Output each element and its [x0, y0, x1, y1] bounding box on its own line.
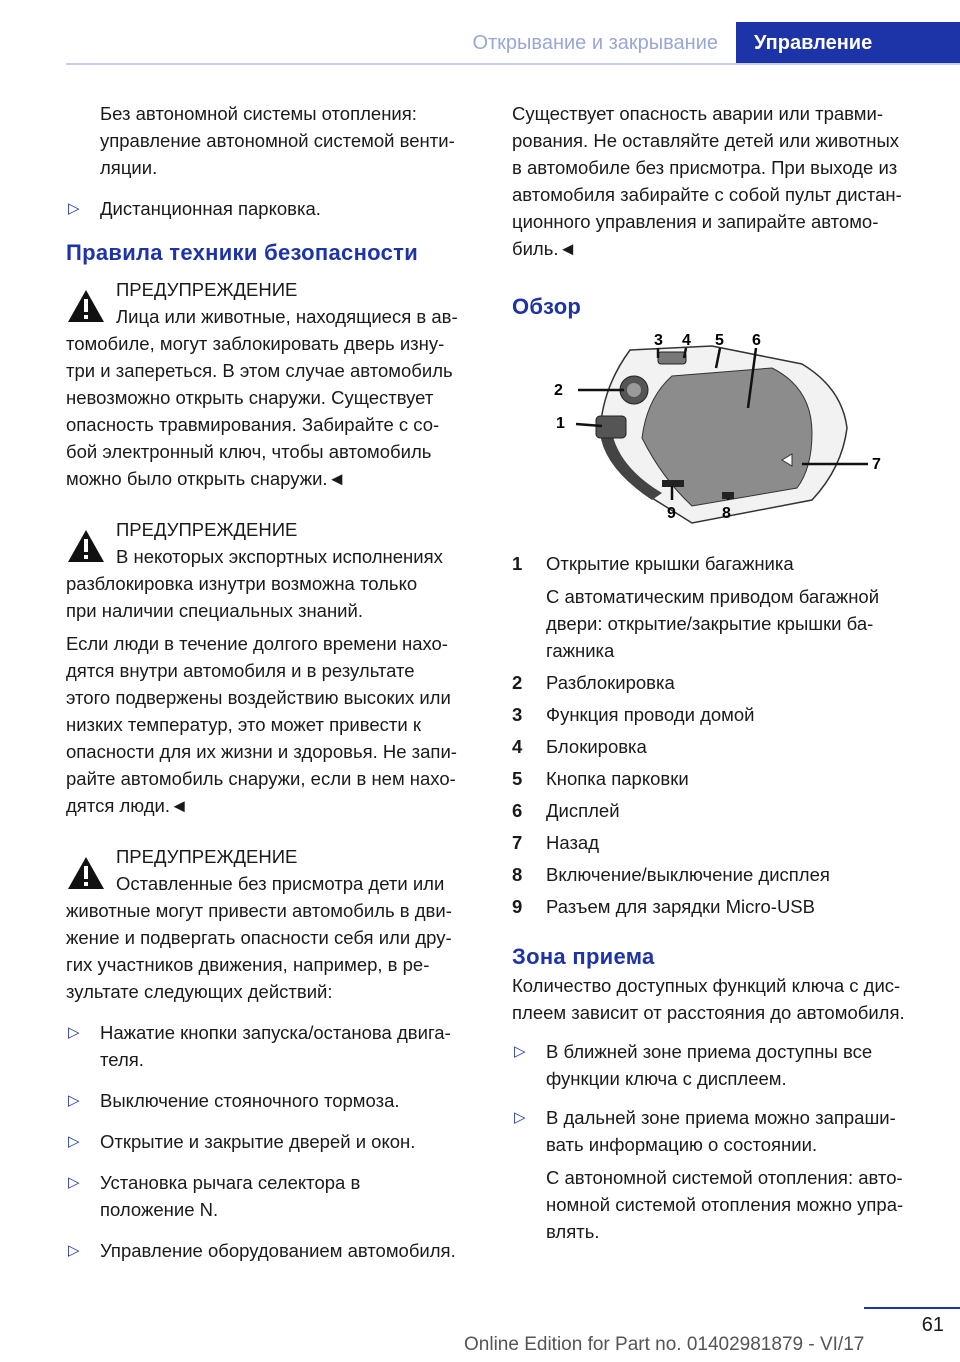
callout-2: 2	[554, 382, 563, 399]
bullet-doors-windows: ▷ Открытие и закрытие дверей и окон.	[66, 1128, 480, 1155]
bullet-near-zone: ▷ В ближней зоне приема доступны все функции ключа с дисплеем.	[512, 1038, 928, 1092]
bullet-start-stop: ▷ Нажатие кнопки запуска/останова двига- теля.	[66, 1019, 480, 1073]
header-divider	[66, 63, 960, 65]
bullet-selector-lever: ▷ Установка рычага селектора в положение N.	[66, 1169, 480, 1223]
warning-heading: ПРЕДУПРЕЖДЕНИЕ	[116, 519, 298, 540]
triangle-bullet-icon: ▷	[514, 1109, 526, 1126]
far-zone-note: С автономной системой отопления: авто- номной системой отопления можно упра- влять.	[546, 1167, 904, 1242]
display-key-illustration	[512, 328, 928, 540]
left-column	[66, 100, 480, 1264]
header-chapter-title: Управление	[736, 22, 960, 64]
legend-item-5: 5 Кнопка парковки	[512, 768, 689, 789]
callout-8: 8	[722, 505, 731, 522]
footer-divider	[864, 1307, 960, 1309]
triangle-bullet-icon: ▷	[514, 1043, 526, 1060]
right-column	[512, 100, 928, 1245]
callout-9: 9	[667, 505, 676, 522]
warning-block-3: ПРЕДУПРЕЖДЕНИЕ Оставленные без присмотра дети или животные могут привести автомобиль в дви- жение и подвергать опасности себя или дру- гих участников движения, например, в ре- зультате следующих действий:	[66, 843, 480, 1005]
overview-title: Обзор	[512, 294, 582, 319]
warning-block-1: ПРЕДУПРЕЖДЕНИЕ Лица или животные, находящиеся в ав- томобиле, могут заблокировать дверь изну- три и запереться. В этом случае автомобиль невозможно открыть снаружи. Существует опасность травмирования. Забирайте с со- бой электронный ключ, чтобы автомобиль можно было открыть снаружи.◄	[66, 276, 480, 492]
warning-3-continuation: Существует опасность аварии или травми- рования. Не оставляйте детей или животных в автомобиле без присмотра. При выходе из автомобиля забирайте с собой пульт дистан- ционного управления и запирайте автомо- биль.◄	[512, 103, 902, 259]
display-key-drawing	[512, 328, 928, 540]
legend-item-7: 7 Назад	[512, 832, 600, 853]
warning-heading: ПРЕДУПРЕЖДЕНИЕ	[116, 846, 298, 867]
callout-1: 1	[556, 415, 565, 432]
bullet-far-zone: ▷ В дальней зоне приема можно запраши- вать информацию о состоянии. С автономной системой отопления: авто- номной системой отопления можно упра- влять.	[512, 1104, 928, 1245]
safety-section-title: Правила техники безопасности	[66, 240, 419, 265]
legend-item-6: 6 Дисплей	[512, 800, 620, 821]
edition-note: Online Edition for Part no. 01402981879 - VI/17	[464, 1334, 865, 1355]
triangle-bullet-icon: ▷	[68, 1242, 80, 1259]
legend-item-4: 4 Блокировка	[512, 736, 647, 757]
warning-triangle-icon	[66, 528, 106, 564]
bullet-remote-parking: ▷ Дистанционная парковка.	[66, 195, 480, 222]
intro-paragraph: Без автономной системы отопления: управление автономной системой венти- ляции.	[100, 103, 455, 178]
callout-7: 7	[872, 456, 881, 473]
legend-item-3: 3 Функция проводи домой	[512, 704, 755, 725]
triangle-bullet-icon: ▷	[68, 1174, 80, 1191]
triangle-bullet-icon: ▷	[68, 1024, 80, 1041]
reception-zone-title: Зона приема	[512, 944, 655, 969]
triangle-bullet-icon: ▷	[68, 1133, 80, 1150]
warning-triangle-icon	[66, 855, 106, 891]
legend-item-1-note: С автоматическим приводом багажной двери: открытие/закрытие крышки ба- гажника	[546, 586, 880, 661]
legend-item-8: 8 Включение/выключение дисплея	[512, 864, 830, 885]
bullet-parking-brake: ▷ Выключение стояночного тормоза.	[66, 1087, 480, 1114]
callout-6: 6	[752, 332, 761, 349]
legend-item-1: 1 Открытие крышки багажника С автоматическим приводом багажной двери: открытие/закрытие крышки ба- гажника	[512, 550, 928, 664]
callout-5: 5	[715, 332, 724, 349]
triangle-bullet-icon: ▷	[68, 1092, 80, 1109]
warning-block-2: ПРЕДУПРЕЖДЕНИЕ В некоторых экспортных исполнениях разблокировка изнутри возможна только при наличии специальных знаний. Если люди в течение долгого времени нахо- дятся внутри автомобиля и в результате этого подвержены воздействию высоких или низких температур, это может привести к опасности для их жизни и здоровья. Не запи- райте автомобиль снаружи, если в нем нахо- дятся люди.◄	[66, 516, 480, 819]
legend-item-9: 9 Разъем для зарядки Micro-USB	[512, 896, 815, 917]
warning-heading: ПРЕДУПРЕЖДЕНИЕ	[116, 279, 298, 300]
callout-3: 3	[654, 332, 663, 349]
legend-item-2: 2 Разблокировка	[512, 672, 675, 693]
bullet-equipment: ▷ Управление оборудованием автомобиля.	[66, 1237, 480, 1264]
callout-4: 4	[682, 332, 691, 349]
warning-triangle-icon	[66, 288, 106, 324]
header-section-title: Открывание и закрывание	[472, 32, 718, 54]
warning-2-extra: Если люди в течение долгого времени нахо- дятся внутри автомобиля и в результате этого подвержены воздействию высоких или низких температур, это может привести к опасности для их жизни и здоровья. Не запи- райте автомобиль снаружи, если в нем нахо- дятся люди.◄	[66, 633, 457, 816]
triangle-bullet-icon: ▷	[68, 200, 80, 217]
reception-zone-paragraph: Количество доступных функций ключа с дис- плеем зависит от расстояния до автомобиля.	[512, 975, 905, 1023]
page-number: 61	[921, 1314, 944, 1336]
